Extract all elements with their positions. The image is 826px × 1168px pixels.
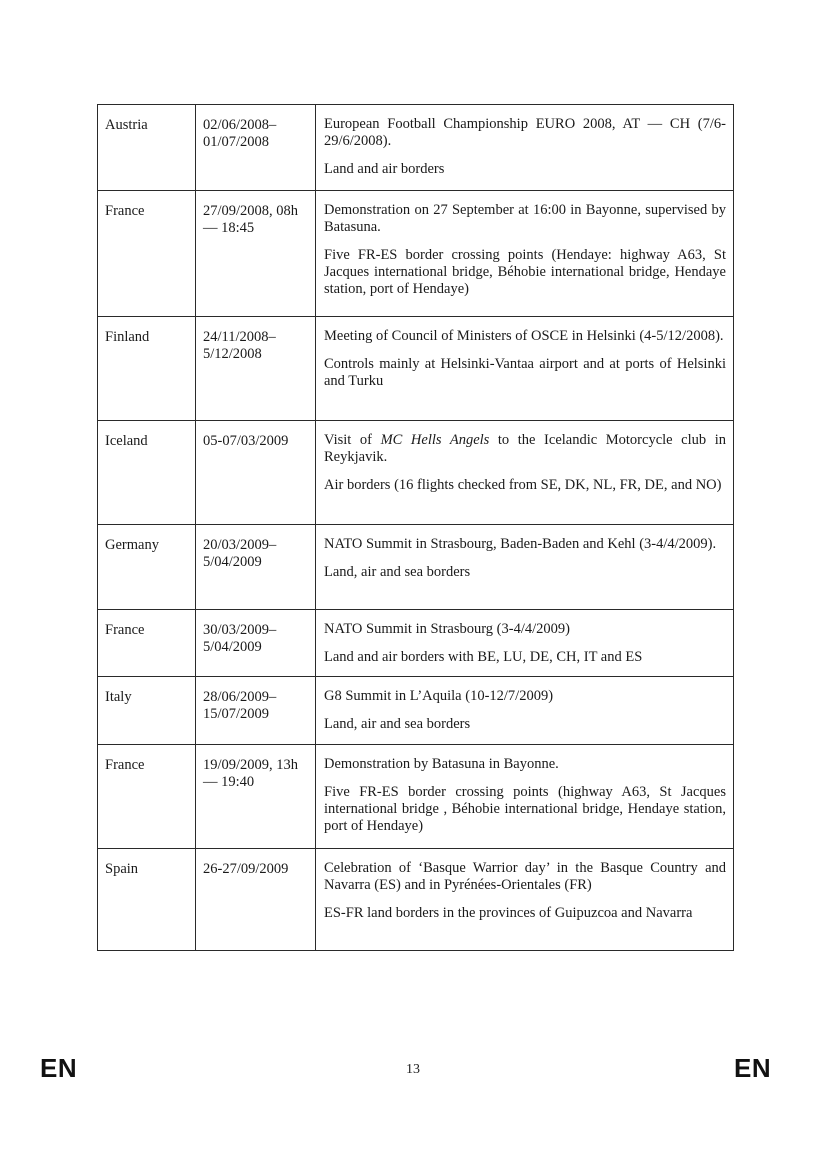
table-row xyxy=(98,421,734,525)
description-cell xyxy=(316,191,734,317)
table-row xyxy=(98,525,734,610)
description-cell xyxy=(316,677,734,745)
description-borders: Controls mainly at Helsinki-Vantaa airport and at ports of Helsinki and Turku xyxy=(324,356,726,389)
description-event xyxy=(324,432,726,466)
description-cell xyxy=(316,105,734,191)
date-text: 26-27/09/2009 xyxy=(203,861,289,877)
date-cell xyxy=(196,191,316,317)
events-table xyxy=(97,104,734,951)
description-event: NATO Summit in Strasbourg, Baden-Baden and Kehl (3-4/4/2009). xyxy=(324,536,717,552)
description-borders: Land and air borders with BE, LU, DE, CH, IT and ES xyxy=(324,649,643,665)
country-cell: Spain xyxy=(98,849,196,951)
date-cell xyxy=(196,317,316,421)
description-borders: Five FR-ES border crossing points (Hendaye: highway A63, St Jacques international bridge, Béhobie international bridge, Hendaye station, port of Hendaye) xyxy=(324,247,726,297)
description-cell xyxy=(316,849,734,951)
table-row xyxy=(98,677,734,745)
table-row xyxy=(98,105,734,191)
description-cell xyxy=(316,317,734,421)
date-text: 19/09/2009, 13h — 19:40 xyxy=(203,757,299,790)
language-code-right: EN xyxy=(734,1053,772,1083)
country-cell: Germany xyxy=(98,525,196,610)
page-number: 13 xyxy=(406,1062,420,1077)
table-row xyxy=(98,745,734,849)
description-cell xyxy=(316,610,734,677)
description-event: NATO Summit in Strasbourg (3-4/4/2009) xyxy=(324,621,570,637)
description-event: Demonstration by Batasuna in Bayonne. xyxy=(324,756,559,772)
language-code-left: EN xyxy=(40,1053,78,1083)
table-row xyxy=(98,610,734,677)
country-cell: France xyxy=(98,610,196,677)
date-text: 05-07/03/2009 xyxy=(203,433,289,449)
description-borders: Air borders (16 flights checked from SE, DK, NL, FR, DE, and NO) xyxy=(324,477,722,493)
date-cell xyxy=(196,677,316,745)
country-cell: France xyxy=(98,191,196,317)
table-row xyxy=(98,849,734,951)
date-text: 20/03/2009– 5/04/2009 xyxy=(203,537,277,570)
date-text: 24/11/2008– 5/12/2008 xyxy=(203,329,276,362)
description-borders: Land, air and sea borders xyxy=(324,716,471,732)
description-borders: Land, air and sea borders xyxy=(324,564,471,580)
description-cell xyxy=(316,525,734,610)
table-row xyxy=(98,317,734,421)
date-text: 02/06/2008– 01/07/2008 xyxy=(203,117,277,150)
description-event-emphasis: MC Hells Angels xyxy=(380,432,490,448)
description-event: Celebration of ‘Basque Warrior day’ in the Basque Country and Navarra (ES) and in Pyrénées-Orientales (FR) xyxy=(324,860,726,893)
country-cell: Finland xyxy=(98,317,196,421)
description-cell xyxy=(316,421,734,525)
description-event: European Football Championship EURO 2008, AT — CH (7/6-29/6/2008). xyxy=(324,116,726,149)
description-event: Demonstration on 27 September at 16:00 in Bayonne, supervised by Batasuna. xyxy=(324,202,726,235)
description-borders: Five FR-ES border crossing points (highway A63, St Jacques international bridge , Béhobie international bridge, Hendaye station, port of Hendaye) xyxy=(324,784,726,834)
description-event-suffix: to the Icelandic Motorcycle club in Reykjavik. xyxy=(324,432,727,465)
description-cell xyxy=(316,745,734,849)
date-cell xyxy=(196,849,316,951)
description-event: G8 Summit in L’Aquila (10-12/7/2009) xyxy=(324,688,554,704)
description-event: Meeting of Council of Ministers of OSCE in Helsinki (4-5/12/2008). xyxy=(324,328,724,344)
description-event-prefix: Visit of xyxy=(324,432,381,448)
date-cell xyxy=(196,525,316,610)
date-cell xyxy=(196,105,316,191)
country-cell: France xyxy=(98,745,196,849)
description-borders: ES-FR land borders in the provinces of Guipuzcoa and Navarra xyxy=(324,905,693,921)
date-cell xyxy=(196,610,316,677)
country-cell: Austria xyxy=(98,105,196,191)
date-text: 30/03/2009– 5/04/2009 xyxy=(203,622,277,655)
country-cell: Italy xyxy=(98,677,196,745)
description-borders: Land and air borders xyxy=(324,161,445,177)
country-cell: Iceland xyxy=(98,421,196,525)
date-text: 28/06/2009– 15/07/2009 xyxy=(203,689,277,722)
date-cell xyxy=(196,745,316,849)
date-cell xyxy=(196,421,316,525)
table-row xyxy=(98,191,734,317)
date-text: 27/09/2008, 08h — 18:45 xyxy=(203,203,299,236)
